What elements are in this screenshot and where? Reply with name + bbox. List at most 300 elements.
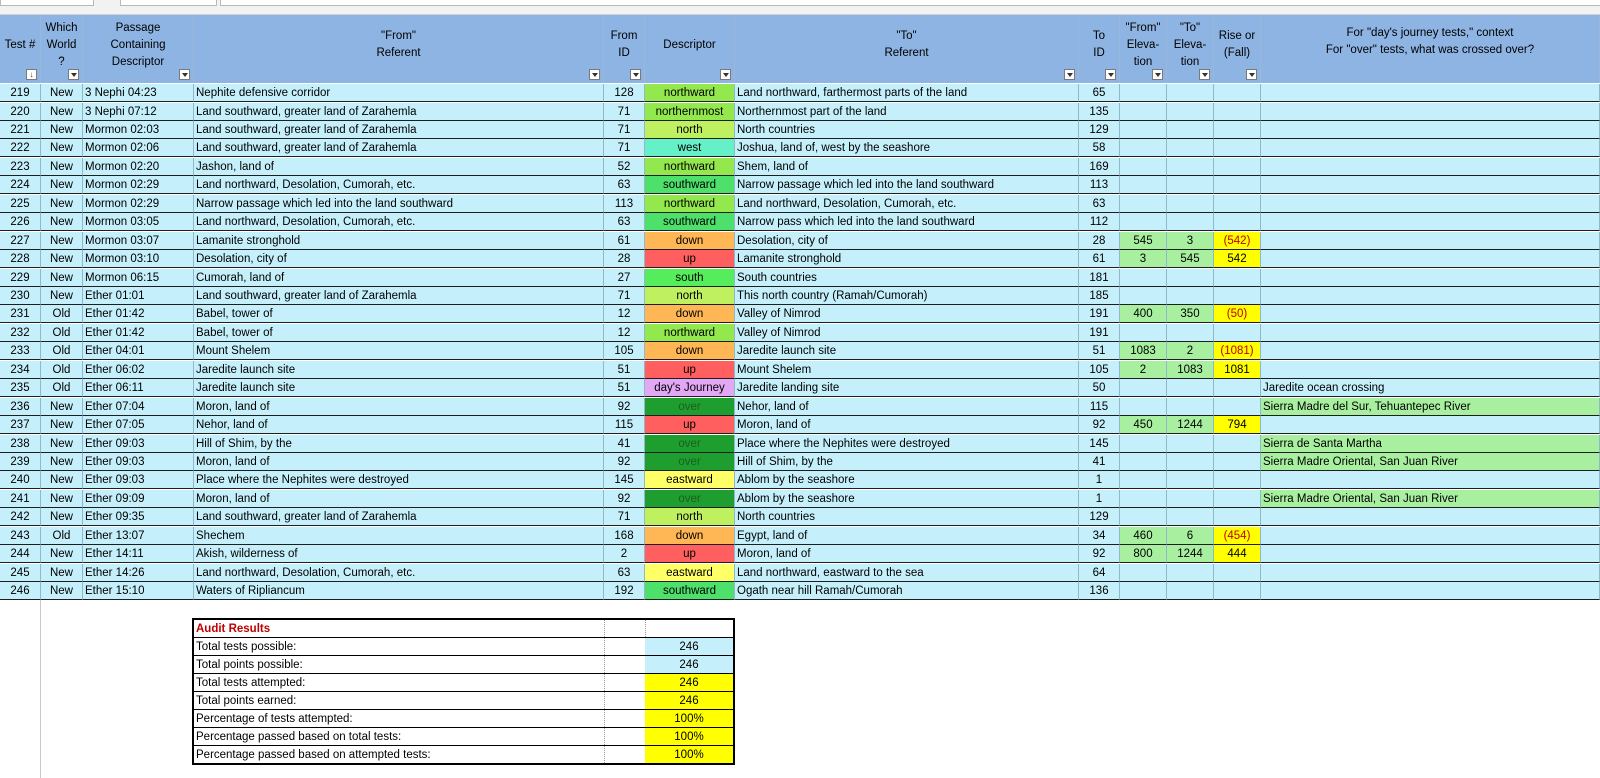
cell-to-id: 145 (1079, 435, 1120, 453)
toolbar-dropdown[interactable] (120, 0, 217, 6)
cell-from-referent: Land northward, Desolation, Cumorah, etc. (194, 564, 604, 582)
cell-world: Old (41, 527, 83, 545)
cell-from-elevation: 3 (1120, 250, 1167, 268)
cell-from-id: 63 (604, 176, 645, 194)
cell-from-referent: Hill of Shim, by the (194, 435, 604, 453)
cell-world: New (41, 435, 83, 453)
cell-to-elevation (1167, 435, 1214, 453)
table-row (0, 453, 1600, 471)
cell-context (1261, 139, 1600, 157)
cell-descriptor: down (645, 342, 735, 360)
cell-from-elevation (1120, 121, 1167, 139)
cell-from-referent: Akish, wilderness of (194, 545, 604, 563)
table-row (0, 121, 1600, 139)
header-from-id (604, 15, 645, 83)
cell-from-referent: Babel, tower of (194, 305, 604, 323)
filter-dropdown-icon[interactable] (1152, 69, 1163, 80)
cell-to-id: 185 (1079, 287, 1120, 305)
cell-rise-or-fall (1214, 453, 1261, 471)
cell-to-elevation (1167, 490, 1214, 508)
cell-world: New (41, 176, 83, 194)
cell-from-referent: Jashon, land of (194, 158, 604, 176)
cell-from-elevation (1120, 435, 1167, 453)
cell-passage: Ether 07:04 (83, 398, 194, 416)
cell-test-number: 241 (0, 490, 41, 508)
filter-dropdown-icon[interactable] (179, 69, 190, 80)
audit-spacer (604, 692, 645, 710)
cell-from-elevation: 460 (1120, 527, 1167, 545)
table-row (0, 139, 1600, 157)
cell-from-referent: Land southward, greater land of Zarahemla (194, 139, 604, 157)
cell-rise-or-fall (1214, 213, 1261, 231)
cell-passage: Ether 06:11 (83, 379, 194, 397)
cell-test-number: 237 (0, 416, 41, 434)
column-divider (40, 600, 41, 778)
cell-context (1261, 287, 1600, 305)
cell-from-id: 28 (604, 250, 645, 268)
cell-passage: Mormon 02:29 (83, 195, 194, 213)
cell-to-referent: Narrow pass which led into the land southward (735, 213, 1079, 231)
table-row (0, 176, 1600, 194)
cell-to-id: 181 (1079, 269, 1120, 287)
cell-to-id: 129 (1079, 508, 1120, 526)
cell-world: New (41, 195, 83, 213)
cell-context (1261, 213, 1600, 231)
cell-to-elevation (1167, 508, 1214, 526)
cell-to-referent: South countries (735, 269, 1079, 287)
audit-row (194, 656, 733, 674)
cell-from-elevation (1120, 287, 1167, 305)
cell-from-referent: Desolation, city of (194, 250, 604, 268)
cell-rise-or-fall (1214, 195, 1261, 213)
cell-from-elevation (1120, 213, 1167, 231)
cell-from-elevation: 800 (1120, 545, 1167, 563)
filter-dropdown-icon[interactable] (589, 69, 600, 80)
audit-spacer (604, 746, 645, 764)
sort-dropdown-icon[interactable] (26, 69, 37, 80)
cell-world: New (41, 84, 83, 102)
cell-from-referent: Waters of Ripliancum (194, 582, 604, 600)
header-passage (83, 15, 194, 83)
header-label: "To" Eleva- tion (1173, 21, 1207, 68)
cell-to-referent: North countries (735, 508, 1079, 526)
cell-test-number: 245 (0, 564, 41, 582)
cell-rise-or-fall (1214, 471, 1261, 489)
header-label: "To" Referent (884, 30, 929, 59)
cell-from-elevation (1120, 324, 1167, 342)
cell-from-referent: Mount Shelem (194, 342, 604, 360)
cell-rise-or-fall: 794 (1214, 416, 1261, 434)
cell-rise-or-fall: 444 (1214, 545, 1261, 563)
cell-context (1261, 527, 1600, 545)
header-label: To ID (1092, 30, 1106, 59)
filter-dropdown-icon[interactable] (1105, 69, 1116, 80)
cell-context (1261, 564, 1600, 582)
cell-from-elevation: 1083 (1120, 342, 1167, 360)
cell-passage: Ether 09:03 (83, 435, 194, 453)
cell-to-referent: Lamanite stronghold (735, 250, 1079, 268)
cell-rise-or-fall (1214, 139, 1261, 157)
cell-to-referent: Land northward, eastward to the sea (735, 564, 1079, 582)
cell-to-id: 191 (1079, 305, 1120, 323)
audit-title: Audit Results (194, 620, 733, 638)
cell-from-referent: Nephite defensive corridor (194, 84, 604, 102)
cell-world: New (41, 471, 83, 489)
cell-world: New (41, 545, 83, 563)
cell-from-referent: Land northward, Desolation, Cumorah, etc. (194, 176, 604, 194)
cell-passage: Ether 15:10 (83, 582, 194, 600)
cell-descriptor: over (645, 453, 735, 471)
cell-to-referent: Ablom by the seashore (735, 471, 1079, 489)
cell-passage: Ether 09:35 (83, 508, 194, 526)
cell-from-elevation (1120, 453, 1167, 471)
cell-test-number: 221 (0, 121, 41, 139)
cell-to-id: 191 (1079, 324, 1120, 342)
cell-test-number: 227 (0, 232, 41, 250)
cell-to-elevation (1167, 564, 1214, 582)
cell-from-elevation: 450 (1120, 416, 1167, 434)
cell-context: Sierra Madre del Sur, Tehuantepec River (1261, 398, 1600, 416)
audit-label: Total tests possible: (194, 638, 604, 656)
cell-from-referent: Jaredite launch site (194, 379, 604, 397)
cell-to-referent: Valley of Nimrod (735, 324, 1079, 342)
cell-from-id: 51 (604, 361, 645, 379)
cell-to-elevation: 350 (1167, 305, 1214, 323)
cell-from-elevation (1120, 139, 1167, 157)
cell-from-id: 63 (604, 213, 645, 231)
header-label: "From" Referent (376, 30, 421, 59)
table-row (0, 305, 1600, 323)
audit-label: Total points possible: (194, 656, 604, 674)
cell-rise-or-fall: 1081 (1214, 361, 1261, 379)
audit-spacer (604, 656, 645, 674)
header-test-number (0, 15, 41, 83)
cell-test-number: 222 (0, 139, 41, 157)
cell-from-elevation: 545 (1120, 232, 1167, 250)
cell-rise-or-fall: (50) (1214, 305, 1261, 323)
cell-to-elevation (1167, 158, 1214, 176)
header-to-id (1079, 15, 1120, 83)
header-label: Test # (4, 38, 36, 51)
cell-from-referent: Land northward, Desolation, Cumorah, etc. (194, 213, 604, 231)
cell-to-id: 50 (1079, 379, 1120, 397)
cell-descriptor: north (645, 508, 735, 526)
cell-rise-or-fall (1214, 269, 1261, 287)
cell-context (1261, 232, 1600, 250)
cell-from-referent: Shechem (194, 527, 604, 545)
cell-world: Old (41, 379, 83, 397)
cell-test-number: 223 (0, 158, 41, 176)
cell-test-number: 226 (0, 213, 41, 231)
cell-rise-or-fall (1214, 435, 1261, 453)
cell-to-id: 64 (1079, 564, 1120, 582)
cell-passage: Ether 09:03 (83, 453, 194, 471)
cell-from-id: 71 (604, 121, 645, 139)
cell-passage: Ether 09:09 (83, 490, 194, 508)
header-rise-or-fall (1214, 15, 1261, 83)
cell-context: Sierra Madre Oriental, San Juan River (1261, 453, 1600, 471)
cell-rise-or-fall: (542) (1214, 232, 1261, 250)
cell-from-referent: Land southward, greater land of Zarahemla (194, 121, 604, 139)
cell-descriptor: eastward (645, 471, 735, 489)
cell-to-referent: This north country (Ramah/Cumorah) (735, 287, 1079, 305)
table-row (0, 508, 1600, 526)
cell-from-referent: Land southward, greater land of Zarahemla (194, 103, 604, 121)
cell-context (1261, 324, 1600, 342)
cell-test-number: 244 (0, 545, 41, 563)
cell-passage: Ether 14:26 (83, 564, 194, 582)
cell-context (1261, 158, 1600, 176)
cell-to-id: 61 (1079, 250, 1120, 268)
cell-from-id: 92 (604, 490, 645, 508)
cell-to-elevation (1167, 269, 1214, 287)
cell-descriptor: north (645, 287, 735, 305)
cell-to-id: 112 (1079, 213, 1120, 231)
table-row (0, 582, 1600, 600)
cell-world: New (41, 232, 83, 250)
cell-descriptor: up (645, 361, 735, 379)
cell-to-referent: Desolation, city of (735, 232, 1079, 250)
filter-dropdown-icon[interactable] (1064, 69, 1075, 80)
cell-to-elevation (1167, 324, 1214, 342)
cell-to-id: 65 (1079, 84, 1120, 102)
cell-passage: Ether 01:42 (83, 324, 194, 342)
cell-from-referent: Land southward, greater land of Zarahemla (194, 287, 604, 305)
cell-from-id: 71 (604, 103, 645, 121)
cell-rise-or-fall (1214, 103, 1261, 121)
cell-from-id: 71 (604, 287, 645, 305)
filter-dropdown-icon[interactable] (1199, 69, 1210, 80)
cell-from-id: 92 (604, 453, 645, 471)
cell-context (1261, 471, 1600, 489)
table-row (0, 545, 1600, 563)
cell-descriptor: west (645, 139, 735, 157)
table-row (0, 287, 1600, 305)
cell-test-number: 246 (0, 582, 41, 600)
cell-test-number: 230 (0, 287, 41, 305)
cell-to-referent: Mount Shelem (735, 361, 1079, 379)
cell-rise-or-fall: (454) (1214, 527, 1261, 545)
audit-spacer (604, 638, 645, 656)
table-row (0, 195, 1600, 213)
cell-to-id: 58 (1079, 139, 1120, 157)
cell-to-elevation: 6 (1167, 527, 1214, 545)
cell-test-number: 235 (0, 379, 41, 397)
toolbar-strip (0, 0, 1600, 15)
header-label: Rise or (Fall) (1218, 30, 1256, 59)
cell-from-referent: Cumorah, land of (194, 269, 604, 287)
cell-test-number: 229 (0, 269, 41, 287)
cell-descriptor: down (645, 527, 735, 545)
filter-dropdown-icon[interactable] (68, 69, 79, 80)
cell-to-referent: Jaredite landing site (735, 379, 1079, 397)
cell-context: Sierra Madre Oriental, San Juan River (1261, 490, 1600, 508)
cell-to-referent: Place where the Nephites were destroyed (735, 435, 1079, 453)
cell-world: New (41, 398, 83, 416)
cell-to-id: 105 (1079, 361, 1120, 379)
audit-value: 246 (645, 674, 733, 692)
table-row (0, 269, 1600, 287)
cell-passage: Ether 01:42 (83, 305, 194, 323)
cell-context (1261, 508, 1600, 526)
cell-from-id: 105 (604, 342, 645, 360)
cell-passage: Mormon 06:15 (83, 269, 194, 287)
cell-to-elevation (1167, 121, 1214, 139)
cell-from-elevation (1120, 176, 1167, 194)
audit-label: Percentage of tests attempted: (194, 710, 604, 728)
cell-to-id: 115 (1079, 398, 1120, 416)
cell-from-id: 61 (604, 232, 645, 250)
cell-to-referent: Narrow passage which led into the land southward (735, 176, 1079, 194)
cell-to-elevation (1167, 84, 1214, 102)
cell-world: Old (41, 342, 83, 360)
formula-bar[interactable] (220, 0, 1600, 6)
table-row (0, 158, 1600, 176)
cell-from-elevation (1120, 564, 1167, 582)
cell-from-referent: Babel, tower of (194, 324, 604, 342)
cell-test-number: 220 (0, 103, 41, 121)
cell-to-elevation (1167, 195, 1214, 213)
cell-from-id: 63 (604, 564, 645, 582)
header-label: From ID (610, 30, 638, 59)
cell-test-number: 243 (0, 527, 41, 545)
table-row (0, 324, 1600, 342)
audit-label: Percentage passed based on attempted tests: (194, 746, 604, 764)
filter-dropdown-icon[interactable] (630, 69, 641, 80)
cell-to-elevation: 3 (1167, 232, 1214, 250)
filter-dropdown-icon[interactable] (720, 69, 731, 80)
cell-test-number: 219 (0, 84, 41, 102)
cell-from-referent: Moron, land of (194, 490, 604, 508)
cell-context (1261, 195, 1600, 213)
cell-from-elevation (1120, 582, 1167, 600)
cell-rise-or-fall (1214, 121, 1261, 139)
cell-descriptor: southward (645, 176, 735, 194)
cell-world: New (41, 139, 83, 157)
cell-from-referent: Moron, land of (194, 398, 604, 416)
cell-from-referent: Place where the Nephites were destroyed (194, 471, 604, 489)
cell-passage: Mormon 03:07 (83, 232, 194, 250)
cell-from-id: 27 (604, 269, 645, 287)
header-label: Passage Containing Descriptor (110, 21, 166, 68)
cell-from-id: 145 (604, 471, 645, 489)
cell-passage: Ether 04:01 (83, 342, 194, 360)
cell-to-referent: Moron, land of (735, 416, 1079, 434)
cell-passage: Ether 09:03 (83, 471, 194, 489)
cell-world: New (41, 508, 83, 526)
cell-context (1261, 103, 1600, 121)
cell-passage: Mormon 02:06 (83, 139, 194, 157)
cell-world: New (41, 490, 83, 508)
cell-passage: Ether 01:01 (83, 287, 194, 305)
cell-from-id: 113 (604, 195, 645, 213)
header-world (41, 15, 83, 83)
cell-rise-or-fall (1214, 508, 1261, 526)
cell-from-elevation (1120, 103, 1167, 121)
name-box[interactable] (0, 0, 94, 6)
cell-rise-or-fall (1214, 287, 1261, 305)
cell-to-referent: Jaredite launch site (735, 342, 1079, 360)
cell-to-id: 129 (1079, 121, 1120, 139)
cell-world: Old (41, 324, 83, 342)
cell-to-elevation (1167, 379, 1214, 397)
cell-from-id: 192 (604, 582, 645, 600)
cell-from-elevation (1120, 269, 1167, 287)
cell-rise-or-fall (1214, 158, 1261, 176)
cell-from-id: 128 (604, 84, 645, 102)
cell-descriptor: over (645, 435, 735, 453)
cell-passage: Mormon 02:20 (83, 158, 194, 176)
table-row (0, 398, 1600, 416)
cell-context (1261, 84, 1600, 102)
cell-to-id: 135 (1079, 103, 1120, 121)
cell-to-elevation (1167, 213, 1214, 231)
cell-to-id: 169 (1079, 158, 1120, 176)
audit-label: Percentage passed based on total tests: (194, 728, 604, 746)
cell-from-id: 71 (604, 139, 645, 157)
cell-context (1261, 416, 1600, 434)
cell-to-referent: Northernmost part of the land (735, 103, 1079, 121)
cell-descriptor: north (645, 121, 735, 139)
cell-passage: 3 Nephi 07:12 (83, 103, 194, 121)
cell-world: New (41, 103, 83, 121)
cell-passage: Ether 14:11 (83, 545, 194, 563)
cell-to-elevation (1167, 398, 1214, 416)
cell-from-id: 12 (604, 324, 645, 342)
cell-from-id: 2 (604, 545, 645, 563)
cell-to-elevation: 545 (1167, 250, 1214, 268)
cell-test-number: 236 (0, 398, 41, 416)
cell-descriptor: south (645, 269, 735, 287)
cell-from-id: 92 (604, 398, 645, 416)
table-row (0, 490, 1600, 508)
cell-world: New (41, 287, 83, 305)
cell-descriptor: northernmost (645, 103, 735, 121)
cell-to-id: 92 (1079, 416, 1120, 434)
audit-value: 246 (645, 638, 733, 656)
cell-to-referent: Land northward, farthermost parts of the land (735, 84, 1079, 102)
cell-descriptor: over (645, 490, 735, 508)
cell-world: New (41, 213, 83, 231)
cell-world: New (41, 564, 83, 582)
cell-world: New (41, 582, 83, 600)
cell-to-id: 34 (1079, 527, 1120, 545)
header-from-elevation (1120, 15, 1167, 83)
cell-rise-or-fall (1214, 176, 1261, 194)
cell-rise-or-fall: (1081) (1214, 342, 1261, 360)
cell-to-referent: Shem, land of (735, 158, 1079, 176)
cell-context (1261, 545, 1600, 563)
cell-from-referent: Lamanite stronghold (194, 232, 604, 250)
audit-value: 246 (645, 692, 733, 710)
cell-test-number: 234 (0, 361, 41, 379)
cell-test-number: 228 (0, 250, 41, 268)
filter-dropdown-icon[interactable] (1246, 69, 1257, 80)
cell-descriptor: southward (645, 213, 735, 231)
cell-from-id: 115 (604, 416, 645, 434)
cell-to-elevation: 1244 (1167, 416, 1214, 434)
header-to-elevation (1167, 15, 1214, 83)
cell-from-id: 12 (604, 305, 645, 323)
table-row (0, 435, 1600, 453)
cell-descriptor: northward (645, 324, 735, 342)
cell-world: Old (41, 361, 83, 379)
header-label: Which World ? (45, 21, 78, 68)
header-label: "From" Eleva- tion (1125, 21, 1161, 68)
cell-descriptor: up (645, 250, 735, 268)
cell-test-number: 238 (0, 435, 41, 453)
table-row (0, 232, 1600, 250)
